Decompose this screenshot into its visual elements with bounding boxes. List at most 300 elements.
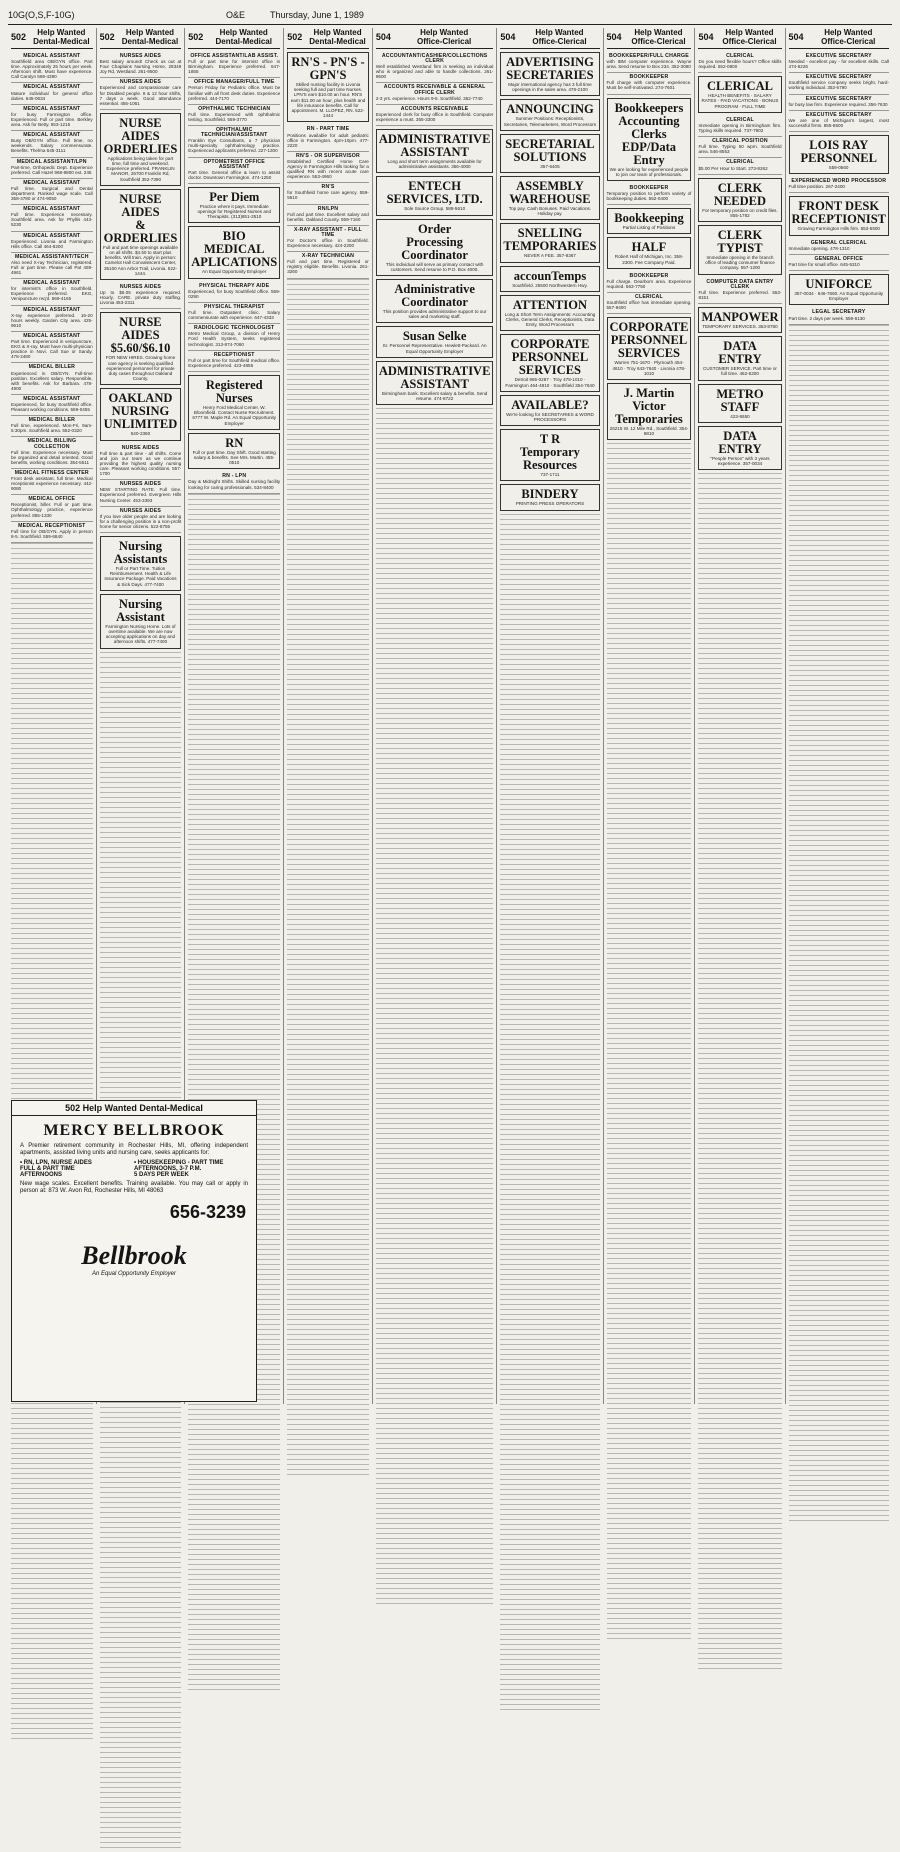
ad-body: Experienced and compassionate care for Disabled people. 8 & 12 hour shifts, 7 days a week. Good attendance essential. 455-1061 xyxy=(99,85,182,106)
display-ad xyxy=(376,219,494,276)
ad-body: Full time. Typing 50 wpm. Southfield area. 546-8553 xyxy=(698,144,782,155)
ad-body: Immediate opening in Birmingham firm. Typing skills required. 737-7902 xyxy=(698,122,782,134)
display-ad-heading: RN xyxy=(225,435,244,450)
ad-body: Southfield office has immediate opening. 557-9400 xyxy=(606,300,692,311)
dense-fine-print xyxy=(607,443,692,1643)
display-ad-body: Immediate opening in the branch office of leading consumer finance company. 557-1200 xyxy=(705,255,775,271)
section-title: Help Wanted Office-Clerical xyxy=(631,28,686,46)
classified-ad xyxy=(11,158,93,179)
ad-body: Immediate opening. 478-1310 xyxy=(788,245,850,251)
column-7 xyxy=(604,28,696,1404)
display-ad-body: Robert Half of Michigan, Inc. 358-2300. Fee Company Paid. xyxy=(614,254,684,265)
display-ad-heading: SNELLING TEMPORARIES xyxy=(503,226,597,254)
display-ad xyxy=(188,187,280,224)
display-ad-body: 357-6405 xyxy=(540,163,560,169)
section-title: Help Wanted Office-Clerical xyxy=(821,28,876,46)
ad-body: Franklin Eye Consultants, a 7 physician multi-specialty ophthalmology practice. Experienced applicants preferred. 227-1300 xyxy=(188,138,281,154)
ad-body: for busy law firm. Experience required. 356-7630 xyxy=(788,101,888,107)
display-ad xyxy=(100,113,182,186)
dense-fine-print xyxy=(500,514,599,1714)
classified-ad xyxy=(188,324,280,350)
display-ad xyxy=(100,388,182,440)
classified-ad xyxy=(188,158,280,184)
ad-body: Experienced, for busy Southfield office. Pleasant working conditions. 569-0455 xyxy=(11,401,93,413)
ad-body: Full time. Experience necessary. Must be organized and detail oriented. Good benefits, working conditions. 354-5511 xyxy=(11,449,93,465)
display-ad-body: Southfield. 25500 Northwestern Hwy. xyxy=(512,282,588,288)
ad-heading: RECEPTIONIST xyxy=(213,351,255,358)
ad-heading: RN/LPN xyxy=(317,205,339,212)
ad-heading: NURSE AIDES xyxy=(121,444,160,451)
display-ad-body: 559-0560 xyxy=(829,165,849,171)
classified-ad xyxy=(100,52,182,78)
ad-heading: BOOKKEEPER/FULL CHARGE xyxy=(609,53,689,59)
ad-heading: MEDICAL ASSISTANT xyxy=(23,306,81,313)
display-ad xyxy=(607,208,692,234)
classified-ad xyxy=(11,179,93,205)
display-ad-heading: NURSE AIDES ORDERLIES xyxy=(103,115,178,156)
classified-ad xyxy=(11,522,93,543)
classified-ad xyxy=(287,252,369,278)
ad-body: Experienced, for busy Southfield office. 559-0290 xyxy=(188,288,281,299)
ad-heading: MEDICAL ASSISTANT xyxy=(23,395,81,402)
display-ad xyxy=(698,384,781,423)
mercy-row-3-left: AFTERNOONS xyxy=(20,1172,62,1178)
ad-heading: MEDICAL ASSISTANT xyxy=(23,53,81,59)
ad-heading: PHYSICAL THERAPIST xyxy=(203,303,265,310)
display-ad-heading: J. Martin Victor Temporaries xyxy=(615,386,683,427)
ad-heading: MEDICAL ASSISTANT xyxy=(23,179,81,186)
display-ad-heading: HALF xyxy=(631,240,667,255)
display-ad-body: "People Person" with 3 years experience. 357-0034 xyxy=(710,455,770,467)
classified-ad xyxy=(11,469,93,495)
display-ad xyxy=(500,223,599,262)
ad-heading: RN'S - OR SUPERVISOR xyxy=(296,152,360,159)
dense-fine-print xyxy=(789,325,889,1525)
ad-heading: OPHTHALMIC TECHNICIAN xyxy=(198,105,271,112)
section-number: 502 xyxy=(287,32,303,42)
classified-ad xyxy=(376,83,494,104)
column-header xyxy=(188,28,280,49)
ad-body: Full and part time. Registered or registry eligible. Benefits. Livonia. 261-3260 xyxy=(287,259,369,275)
display-ad xyxy=(698,76,781,113)
classified-ad xyxy=(376,105,494,126)
classified-ad xyxy=(188,282,280,303)
column-header xyxy=(698,28,781,49)
ad-body: for Southfield home care agency. 559-5510 xyxy=(287,190,369,201)
display-ad xyxy=(500,334,599,391)
display-ad-heading: Bookkeepers Accounting Clerks EDP/Data Entry xyxy=(614,100,684,167)
ad-heading: MEDICAL ASSISTANT/LPN xyxy=(16,158,87,165)
ad-body: Established Certified Home Care Agency in Farmington Hills looking for a qualified RN with recent acute care experience. 553-4960 xyxy=(287,158,369,180)
dense-fine-print xyxy=(376,408,494,1608)
display-ad-body: Full and part time openings available on all shifts. $4.50 to start plus benefits. Will train. Apply in person: Camelot Hall Convalescent Center, 35100 Ann Arbor Trail, Livonia. 522-1444. xyxy=(103,244,178,276)
ad-heading: MEDICAL ASSISTANT xyxy=(23,105,81,112)
ad-heading: NURSES AIDES xyxy=(119,481,162,488)
ad-heading: BOOKKEEPER xyxy=(629,184,669,191)
display-ad-body: Birmingham bank. Excellent salary & benefits. Send resume. 474-8722 xyxy=(381,390,488,402)
ad-body: Southfield area OB/GYN office. Part time. Approximately 25 hours per week. Afternoon shift. Must have experience. Call Carolyn 569-4390 xyxy=(11,59,93,80)
display-ad-body: NEVER A FEE. 357-8367 xyxy=(524,253,576,259)
display-ad-body: Growing Farmington Hills firm. 553-5500 xyxy=(797,226,880,232)
ad-heading: MEDICAL ASSISTANT xyxy=(23,280,81,287)
display-ad-heading: Nursing Assistants xyxy=(113,538,168,566)
ad-body: Experienced. Livonia and Farmington Hills office. Call 464-8200 xyxy=(11,238,93,249)
ad-heading: EXECUTIVE SECRETARY xyxy=(805,95,872,102)
classified-ad xyxy=(698,137,781,158)
ad-heading: MEDICAL ASSISTANT xyxy=(23,206,81,213)
display-ad-body: Full or Part Time. Tuition Reimbursement. Health & Life Insurance Package. Paid Vacations & Sick Days. 477-7400 xyxy=(104,565,177,587)
mercy-row-2-left: FULL & PART TIME xyxy=(20,1166,75,1172)
display-ad-heading: OAKLAND NURSING UNLIMITED xyxy=(103,391,178,432)
section-number: 504 xyxy=(375,32,391,42)
display-ad-body: Top pay. Cash Bonuses. Paid Vacations. Holiday pay. xyxy=(508,206,592,217)
classified-ad xyxy=(188,472,280,493)
classified-ad xyxy=(698,116,781,137)
classified-ad xyxy=(100,78,182,109)
display-ad-heading: NURSE AIDES & ORDERLIES xyxy=(103,191,178,245)
ad-body: Busy OB/GYN office. Full time, no weekends. Salary commensurate. Benefits. Thelma 645-3111 xyxy=(11,138,93,154)
classified-ad xyxy=(287,205,369,226)
ad-body: Southfield service company seeks bright, hard-working individual. 353-6790 xyxy=(788,80,889,91)
mercy-row-3-right: 5 DAYS PER WEEK xyxy=(134,1172,189,1178)
classified-ad xyxy=(607,52,692,73)
classified-ad xyxy=(11,253,93,279)
ad-body: Experienced in OB/GYN. Full-time position. Excellent salary. Responsible, with benefits. Ask for Barbara. 478-4900 xyxy=(11,370,93,391)
ad-heading: RN'S xyxy=(321,184,335,191)
classified-ad xyxy=(100,444,182,481)
ad-body: Full or part time for Southfield medical office. Experience preferred. 423-4855 xyxy=(188,357,281,368)
ad-body: with IBM computer experience. Wayne area. Send resume to Box 234. 352-3080 xyxy=(606,59,692,70)
display-ad-heading: ADVERTISING SECRETARIES xyxy=(506,55,594,82)
ad-body: Full or part time for internist office in Birmingham. Experience preferred. 647-1855 xyxy=(188,59,281,75)
ad-body: Front desk assistant, full time. Medical receptionist experience necessary. 442-9080 xyxy=(11,476,93,492)
classified-ad xyxy=(287,125,369,151)
display-ad-heading: CORPORATE PERSONNEL SERVICES xyxy=(510,337,590,378)
display-ad-heading: BIO MEDICAL APLICATIONS xyxy=(191,229,278,270)
display-ad xyxy=(188,226,280,278)
section-title: Help Wanted Dental-Medical xyxy=(309,28,366,46)
ad-heading: RN - LPN xyxy=(222,473,247,480)
display-ad-body: Long and short term assignments available for administrative assistants. 356-4000 xyxy=(387,159,482,170)
display-ad-heading: Nursing Assistant xyxy=(116,596,165,624)
mercy-outro: New wage scales. Excellent benefits. Training available. You may call or apply in person at: 873 W. Avon Rd, Rochester Hills, MI 48063 xyxy=(20,1181,248,1194)
display-ad-body: FOR NEW HIRES. Growing home care agency is seeking qualified experienced personnel for private duty cases throughout Oakland County. xyxy=(105,355,176,382)
ad-heading: MEDICAL ASSISTANT xyxy=(23,232,81,239)
ad-heading: CLERICAL xyxy=(726,116,754,123)
display-ad xyxy=(607,237,692,268)
ad-heading: GENERAL OFFICE xyxy=(814,255,864,262)
mercy-bellbrook-ad xyxy=(11,1100,257,1402)
classified-ad xyxy=(11,279,93,305)
classified-ad xyxy=(188,52,280,78)
display-ad xyxy=(607,383,692,440)
classified-ad xyxy=(100,283,182,309)
ad-body: Full charge with computer experience. Must be self-motivated. 274-7601 xyxy=(606,80,692,91)
classified-ad xyxy=(100,480,182,506)
display-ad-body: Skilled nursing facility in Livonia seeking full and part time Nurses. LPN'S earn $10.00 an hour. RN'S earn $11.00 an hour, plus health and life insurance benefits. Call for appointment. M. LLOPEZ, RN. 522-1444 xyxy=(290,82,366,119)
display-ad xyxy=(376,361,494,405)
display-ad-body: 26215 W. 12 Mile Rd., Southfield. 354-8810 xyxy=(609,426,689,437)
classified-ad xyxy=(11,105,93,131)
display-ad xyxy=(376,279,494,323)
mercy-row-1-right: • HOUSEKEEPING - PART TIME xyxy=(134,1160,224,1166)
display-ad xyxy=(500,176,599,220)
column-header xyxy=(376,28,494,49)
display-ad xyxy=(789,196,889,235)
column-header xyxy=(287,28,369,49)
section-number: 504 xyxy=(606,32,622,42)
ad-body: Full time. Surgical and Dental department. Ranked wage scale. Call 358-4780 or 474-9050 xyxy=(11,185,93,202)
ad-body: NEW STARTING RATE. Full time. Experienced preferred. Evergreen Hills Nursing Center. 453-3393 xyxy=(99,487,182,503)
display-ad xyxy=(698,307,781,333)
ad-body: Day & Midnight Shifts. Skilled nursing facility looking for caring professionals. 534-8400 xyxy=(188,479,281,490)
display-ad-body: Detroit 965-0287 · Troy 478-1010 · Farmington 464-4810 · Southfield 354-7640 xyxy=(505,377,595,388)
display-ad-heading: BINDERY xyxy=(521,487,579,502)
column-5 xyxy=(373,28,498,1404)
ad-heading: MEDICAL ASSISTANT xyxy=(23,84,81,91)
mercy-logo: Bellbrook xyxy=(81,1241,187,1270)
ad-heading: ACCOUNTANT/CASHIER/COLLECTIONS CLERK xyxy=(381,53,488,65)
ad-body: Do you need flexible hours? Office skills required. 552-0800 xyxy=(698,59,782,70)
column-6 xyxy=(497,28,603,1404)
display-ad-body: Farmington Nursing Home. Lots of overtime available. We are now accepting applications on day and afternoon shifts. 477-7400 xyxy=(105,623,176,645)
classified-ad xyxy=(188,303,280,324)
ad-heading: MEDICAL BILLER xyxy=(28,417,76,424)
ad-body: Mature individual for general office duties. 645-0634 xyxy=(11,90,93,101)
mercy-eoe: An Equal Opportunity Employer xyxy=(91,1271,177,1277)
ad-body: For Doctor's office in Southfield. Experience necessary. 424-2200 xyxy=(287,238,369,249)
column-header xyxy=(607,28,692,49)
ad-heading: X-RAY TECHNICIAN xyxy=(301,253,355,260)
mercy-title: MERCY BELLBROOK xyxy=(43,1122,225,1139)
display-ad-body: HEALTH BENEFITS · SALARY RATES · PAID VACATIONS · BONUS PROGRAM · FULL TIME xyxy=(701,93,779,109)
classified-ad xyxy=(11,416,93,437)
display-ad-body: Major international agency has 3 full time openings in the sales area. 478-2100 xyxy=(508,82,592,93)
display-ad-body: An Equal Opportunity Employer xyxy=(202,269,267,275)
classified-ad xyxy=(789,73,889,94)
display-ad xyxy=(376,129,494,173)
display-ad-heading: Administrative Coordinator xyxy=(394,282,475,310)
display-ad-heading: Registered Nurses xyxy=(205,377,263,405)
display-ad-heading: ENTECH SERVICES, LTD. xyxy=(386,179,483,207)
display-ad-body: Long & Short Term Assignments: Accounting Clerks, General Clerks, Receptionists, Data Entry, Word Processors xyxy=(504,311,596,328)
ad-body: for busy Farmington office. Experienced. Full or part time. Berkley area. Ask for Betty. 553-1215 xyxy=(11,111,93,128)
ad-heading: NURSES AIDES xyxy=(119,284,162,291)
ad-body: Full time for OB/GYN. Apply in person 8-5. Southfield. 559-6840 xyxy=(11,528,93,539)
ad-heading: ACCOUNTS RECEIVABLE & GENERAL OFFICE CLERK xyxy=(383,84,486,96)
ad-heading: MEDICAL ASSISTANT xyxy=(23,132,81,139)
ad-heading: OPHTHALMIC TECHNICIAN/ASSISTANT xyxy=(201,127,268,139)
display-ad-heading: CLERICAL xyxy=(706,79,773,94)
ad-heading: ACCOUNTS RECEIVABLE xyxy=(400,105,469,112)
ad-body: Full time. Experience preferred. 553-8151 xyxy=(698,289,782,300)
ad-body: Also need X-ray Technician, registered. Full or part time. Please call Pat 459-4961 xyxy=(11,259,93,276)
display-ad-heading: Per Diem xyxy=(209,189,260,204)
ad-body: Experienced clerk for busy office in Southfield. Computer experience a must. 355-3300 xyxy=(375,111,494,122)
ad-heading: MEDICAL RECEPTIONIST xyxy=(18,522,86,529)
column-header xyxy=(100,28,182,49)
display-ad xyxy=(100,536,182,591)
display-ad-heading: accounTemps xyxy=(513,268,587,283)
display-ad-body: Henry Ford Medical Center, W. Bloomfield. Contact Nurse Recruitment. 6777 W. Maple Rd. An Equal Opportunity Employer xyxy=(192,404,277,426)
display-ad xyxy=(500,429,599,481)
display-ad xyxy=(376,326,494,357)
display-ad xyxy=(500,295,599,332)
section-number: 502 xyxy=(11,32,27,42)
section-number: 502 xyxy=(99,32,115,42)
ad-body: Full time, experienced. Mon-Fri, 9am-5:30pm. Southfield area. 552-0320 xyxy=(11,423,93,434)
classified-ad xyxy=(698,158,781,174)
ad-body: Best salary around! Check us out at Four Chaplains Nursing Home, 28349 Joy Rd, Westland. 261-9500 xyxy=(99,59,182,75)
classified-ad xyxy=(698,278,781,304)
display-ad xyxy=(500,52,599,96)
display-ad xyxy=(287,52,369,122)
ad-body: Full time. Experience necessary. Southfield area. Ask for Phyllis 443-5230 xyxy=(11,212,93,228)
ad-heading: NURSES AIDES xyxy=(119,53,162,59)
ad-body: Part time. General office & learn to assist doctor. Downtown Farmington. 474-1250 xyxy=(188,169,281,180)
ad-heading: BOOKKEEPER xyxy=(629,74,669,81)
ad-body: Full time position. 267-2400 xyxy=(788,184,845,190)
dense-fine-print xyxy=(287,279,369,1479)
display-ad-heading: ADMINISTRATIVE ASSISTANT xyxy=(378,132,491,160)
ad-body: Part time. 2 days per week. 559-6130 xyxy=(788,315,865,321)
display-ad-body: 357-0034 · 646-7660. An Equal Opportunity Employer xyxy=(794,291,884,302)
display-ad-heading: METRO STAFF xyxy=(716,386,764,414)
display-ad-body: Applications being taken for part time, full time and weekend. Experience preferred. FRANKLIN MANOR, 26700 Franklin Rd, Southfield 352-7390 xyxy=(106,155,175,182)
display-ad-heading: ASSEMBLY WAREHOUSE xyxy=(509,179,591,207)
classified-ad xyxy=(188,78,280,104)
classified-ad xyxy=(188,351,280,372)
display-ad-heading: FRONT DESK RECEPTIONIST xyxy=(791,199,886,227)
ad-body: Full charge. Dearborn area. Experience required. 563-7750 xyxy=(606,278,692,290)
classified-ad xyxy=(11,306,93,332)
display-ad xyxy=(789,135,889,174)
display-ad-heading: ADMINISTRATIVE ASSISTANT xyxy=(378,363,491,391)
display-ad xyxy=(100,312,182,385)
display-ad-body: Sr. Personnel Representative. Hewlett-Packard. An Equal Opportunity Employer xyxy=(382,343,487,354)
display-ad-heading: ANNOUNCING xyxy=(506,102,594,117)
column-header xyxy=(789,28,889,49)
ad-heading: CLERICAL xyxy=(726,159,754,166)
ad-heading: PHYSICAL THERAPY AIDE xyxy=(199,282,270,289)
display-ad-body: This individual will serve as primary contact with customers. Send resume to P.O. Box 4000. xyxy=(385,261,484,272)
classified-ad xyxy=(100,507,182,533)
ad-body: Positions available for adult pediatric office in Farmington. 4pm-10pm. 477-2220 xyxy=(287,132,369,148)
ad-body: Metro Medical Group, a division of Henry Ford Health System, seeks registered technologist. 313-874-7060 xyxy=(188,331,281,347)
display-ad-body: This position provides administrative support to our sales and marketing staff. xyxy=(382,309,487,320)
display-ad-heading: LOIS RAY PERSONNEL xyxy=(800,138,877,166)
ad-heading: MEDICAL BILLING COLLECTION xyxy=(27,438,77,450)
section-title: Help Wanted Office-Clerical xyxy=(417,28,472,46)
section-name: O&E xyxy=(226,10,246,20)
ad-heading: EXECUTIVE SECRETARY xyxy=(805,74,872,81)
ad-heading: CLERICAL POSITION xyxy=(712,138,768,145)
display-ad-body: Full or part time. Day Shift. Good starting salary & benefits. See Mrs. Martin. 455-0510 xyxy=(192,449,276,466)
display-ad-body: We are looking for experienced people to join our team of professionals. xyxy=(609,166,689,177)
classified-ad xyxy=(11,83,93,104)
classified-ad xyxy=(698,52,781,73)
classified-ad xyxy=(287,226,369,252)
section-title: Help Wanted Dental-Medical xyxy=(121,28,179,46)
classified-ad xyxy=(188,105,280,126)
display-ad xyxy=(100,189,182,280)
ad-heading: RADIOLOGIC TECHNOLOGIST xyxy=(194,325,275,332)
classified-ad xyxy=(287,183,369,204)
mercy-phone: 656-3239 xyxy=(169,1202,246,1222)
classified-ad xyxy=(188,126,280,157)
display-ad xyxy=(698,178,781,222)
column-header xyxy=(11,28,93,49)
display-ad-heading: Order Processing Coordinator xyxy=(401,221,468,262)
ad-body: 2-3 yrs. experience. Hours 9-5. Southfield. 352-7740 xyxy=(375,95,483,101)
classified-ad xyxy=(789,308,889,324)
classified-ad xyxy=(607,73,692,94)
issue-date: Thursday, June 1, 1989 xyxy=(270,10,364,20)
display-ad-heading: MANPOWER xyxy=(701,310,779,325)
ad-body: Full time & part time - all shifts. Come and join our team as we continue providing the highest quality nursing care. Pleasant working conditions. 557-1700 xyxy=(99,450,182,477)
display-ad-body: 737-1711 xyxy=(540,472,560,478)
display-ad xyxy=(698,225,781,275)
display-ad xyxy=(698,336,781,380)
column-header xyxy=(500,28,599,49)
ad-heading: NURSES AIDES xyxy=(119,507,162,514)
ad-body: Up to $6.05 experience required. Hourly, CARE. private duty staffing. Livonia 453-2311 xyxy=(99,290,182,306)
section-number: 504 xyxy=(788,32,804,42)
display-ad-heading: AVAILABLE? xyxy=(511,397,589,412)
display-ad-heading: CORPORATE PERSONNEL SERVICES xyxy=(609,320,689,361)
classified-ad xyxy=(607,184,692,205)
ad-heading: EXPERIENCED WORD PROCESSOR xyxy=(791,178,887,185)
ad-heading: BOOKKEEPER xyxy=(629,272,669,279)
column-9 xyxy=(786,28,892,1404)
mercy-row-1-left: • RN, LPN, NURSE AIDES xyxy=(20,1160,92,1166)
classified-ad xyxy=(11,495,93,521)
display-ad-body: CUSTOMER SERVICE. Part time or full time. 462-6200 xyxy=(703,366,777,377)
page-header xyxy=(8,4,892,25)
display-ad-heading: T R Temporary Resources xyxy=(519,432,580,473)
classified-ad xyxy=(11,395,93,416)
display-ad xyxy=(500,134,599,173)
ad-body: Temporary position to perform variety of bookkeeping duties. 552-0400 xyxy=(606,191,692,202)
display-ad-body: Warren 751-1670 · Plymouth 454-4610 · Troy 643-7640 · Livonia 478-1010 xyxy=(612,360,686,376)
display-ad-body: PRINTING PRESS OPERATORS xyxy=(515,501,585,507)
display-ad-heading: CLERK TYPIST xyxy=(717,228,763,256)
display-ad xyxy=(698,426,781,470)
section-number: 504 xyxy=(500,32,516,42)
ad-body: We are one of Michigan's largest, most successful firms. 855-8500 xyxy=(788,117,889,128)
ad-body: Part time. Experienced in venipuncture, EKG & X-ray. Must have multi-physician practice in Novi. Call Sue or Sandy. 478-2480 xyxy=(11,339,93,360)
ad-heading: MEDICAL BILLER xyxy=(28,364,76,371)
ad-body: Well established Westland firm is seeking an individual who is organized and able to handle collections. 261-9500 xyxy=(375,64,494,80)
ad-heading: EXECUTIVE SECRETARY xyxy=(805,111,872,118)
classified-ad xyxy=(789,95,889,111)
ad-body: Needed - excellent pay - for excellent skills. Call 474-6226 xyxy=(788,59,889,70)
ad-body: for internist's office in Southfield. Experience preferred. EKG, Venipuncture req'd. 569-4165 xyxy=(11,286,93,302)
page-code: 10G(O,S,F-10G) xyxy=(8,10,75,20)
display-ad xyxy=(500,484,599,510)
classified-ad xyxy=(789,255,889,271)
display-ad xyxy=(500,266,599,292)
display-ad-body: For temporary position on credit files. 855-1782 xyxy=(702,207,778,218)
ad-heading: RN - PART TIME xyxy=(306,126,350,133)
classified-ad xyxy=(11,232,93,253)
classified-ad xyxy=(11,205,93,231)
display-ad-body: TEMPORARY SERVICES. 353-8780 xyxy=(702,324,778,330)
display-ad-body: Practice where it pays. Immediate openings for Registered Nurses and Therapists. (313)851-2510 xyxy=(197,203,271,220)
display-ad xyxy=(376,176,494,215)
mercy-row-2-right: AFTERNOONS, 3-7 P.M. xyxy=(134,1166,202,1172)
display-ad-heading: DATA ENTRY xyxy=(718,339,762,367)
